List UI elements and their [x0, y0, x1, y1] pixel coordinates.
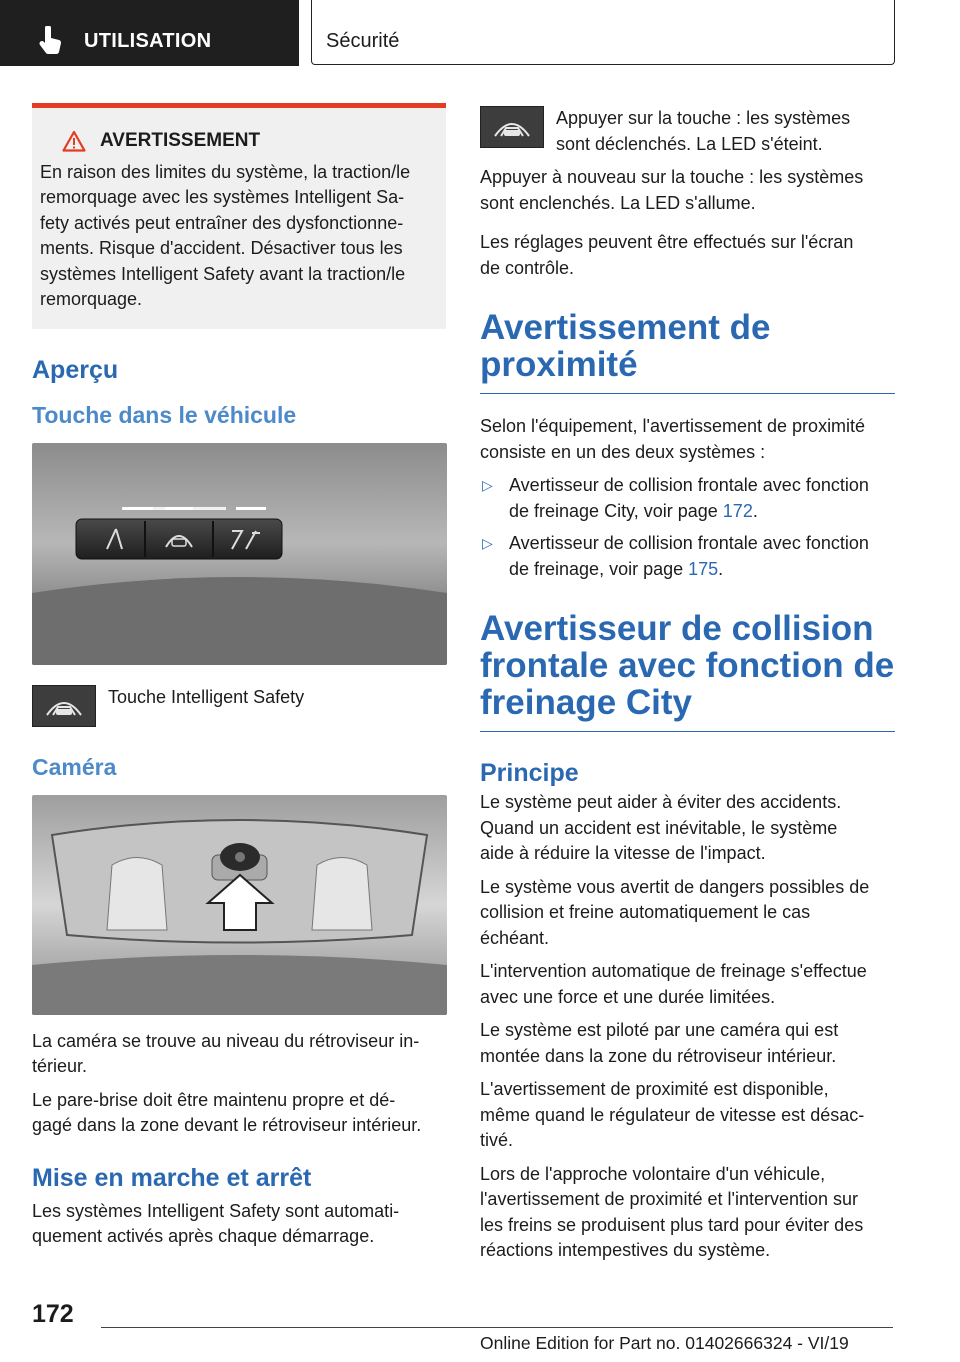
camera-heading: Caméra — [32, 753, 117, 780]
onoff-text: Les systèmes Intelligent Safety sont automati- quement activés après chaque démarrage. — [32, 1200, 400, 1246]
principle-para-1: Le système peut aider à éviter des accidents. Quand un accident est inévitable, le système aide à réduire la vitesse de l'impact. — [480, 792, 842, 863]
warning-triangle-icon — [62, 130, 86, 152]
chapter-title: Sécurité — [326, 30, 400, 52]
proximity-heading: Avertissement de proximité — [480, 309, 895, 394]
settings-text: Les réglages peuvent être effectués sur l'écran de contrôle. — [480, 232, 854, 278]
page-link-172[interactable]: 172 — [722, 500, 753, 521]
proximity-intro: Selon l'équipement, l'avertissement de proximité consiste en un des deux systèmes : — [480, 416, 866, 462]
principle-para-5: L'avertissement de proximité est disponible, même quand le régulateur de vitesse est désac- tivé. — [480, 1079, 865, 1150]
intelligent-safety-icon — [32, 685, 96, 727]
button-panel-photo — [32, 443, 447, 665]
footer-divider — [101, 1327, 893, 1328]
intelligent-safety-icon — [480, 106, 544, 148]
onoff-heading: Mise en marche et arrêt — [32, 1163, 312, 1192]
overview-heading: Aperçu — [32, 355, 119, 384]
footer-edition: Online Edition for Part no. 01402666324 - VI/19 — [480, 1333, 849, 1353]
principle-para-6: Lors de l'approche volontaire d'un véhicule, l'avertissement de proximité et l'intervention sur les freins se produisent plus tard pour éviter des réactions intempestives du système. — [480, 1163, 864, 1260]
press-again-text: Appuyer à nouveau sur la touche : les systèmes sont enclenchés. La LED s'allume. — [480, 167, 864, 213]
left-column — [32, 103, 448, 1258]
section-title: UTILISATION — [84, 30, 212, 52]
triangle-right-icon: ▷ — [482, 477, 493, 493]
principle-para-3: L'intervention automatique de freinage s'effectue avec une force et une durée limitées. — [480, 961, 867, 1007]
page-link-175[interactable]: 175 — [688, 558, 719, 579]
warning-box — [32, 103, 446, 329]
windshield-text: Le pare-brise doit être maintenu propre et dé- gagé dans la zone devant le rétroviseur intérieur. — [32, 1089, 422, 1135]
button-caption: Touche Intelligent Safety — [108, 686, 305, 707]
right-column — [480, 106, 895, 1272]
camera-location-text: La caméra se trouve au niveau du rétroviseur in- térieur. — [32, 1030, 420, 1076]
city-heading: Avertisseur de collision frontale avec fonction de freinage City — [480, 610, 895, 732]
principle-para-4: Le système est piloté par une caméra qui est montée dans la zone du rétroviseur intérieur. — [480, 1020, 839, 1066]
list-item: ▷ Avertisseur de collision frontale avec fonction de freinage City, voir page 172. — [482, 475, 869, 521]
camera-photo — [32, 795, 447, 1015]
triangle-right-icon: ▷ — [482, 535, 493, 551]
principle-heading: Principe — [480, 759, 579, 787]
hand-pointer-icon — [38, 26, 64, 56]
list-item: ▷ Avertisseur de collision frontale avec fonction de freinage, voir page 175. — [482, 533, 869, 579]
section-tab — [0, 0, 299, 66]
page-number: 172 — [32, 1300, 74, 1328]
principle-para-2: Le système vous avertit de dangers possibles de collision et freine automatiquement le cas échéant. — [480, 876, 870, 948]
chapter-tab — [311, 0, 895, 65]
press-once-text: Appuyer sur la touche : les systèmes sont déclenchés. La LED s'éteint. — [556, 108, 851, 154]
button-caption-row — [32, 685, 448, 727]
warning-title: AVERTISSEMENT — [100, 130, 261, 151]
button-heading: Touche dans le véhicule — [32, 401, 297, 428]
press-once-row — [480, 106, 895, 157]
proximity-list — [480, 473, 895, 582]
warning-text: En raison des limites du système, la traction/le remorquage avec les systèmes Intelligent Sa- fety activés peut entraîner des dysfonctionne- ments. Risque d'accident. Désactiver tous les systèmes Intelligent Safety avant la traction/le remorquage. — [40, 161, 411, 309]
